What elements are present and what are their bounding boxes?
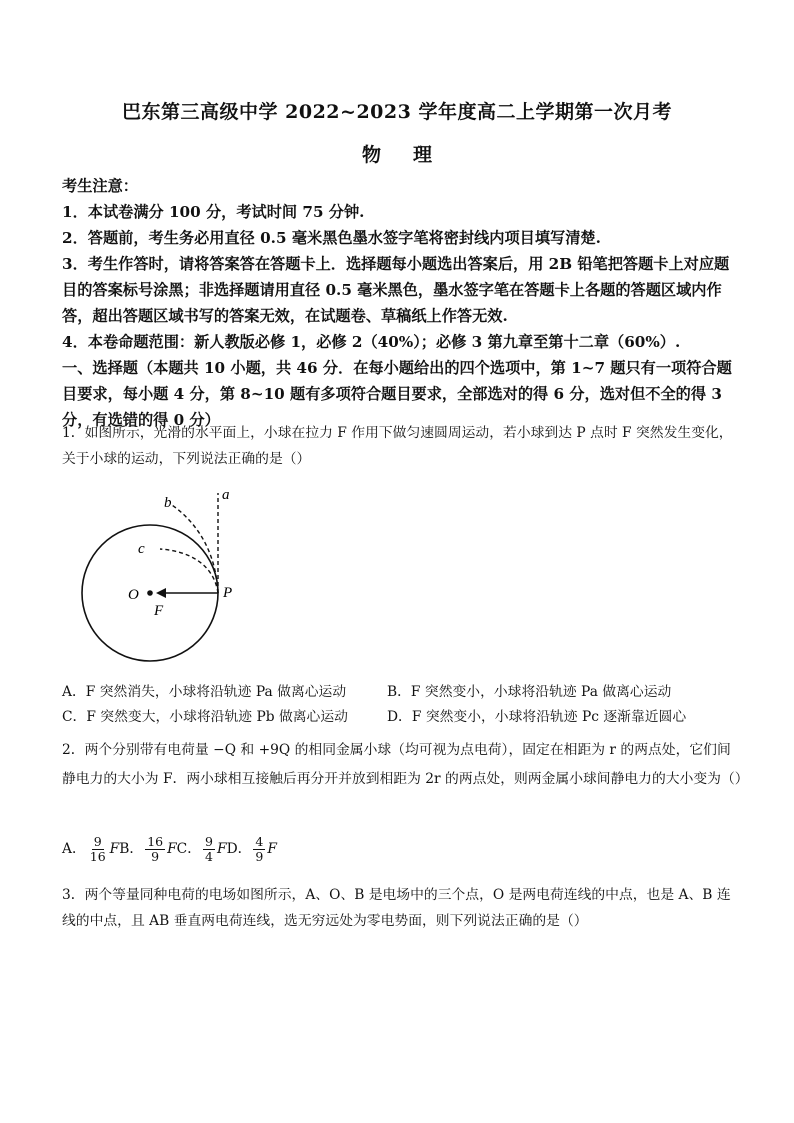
exam-notes bbox=[62, 173, 742, 433]
subject-title bbox=[0, 140, 794, 167]
option-prefix: A． bbox=[62, 841, 86, 857]
denominator: 9 bbox=[151, 849, 160, 864]
notes-heading: 考生注意： bbox=[62, 177, 138, 195]
label-c: c bbox=[138, 541, 145, 557]
exam-title: 巴东第三高级中学 2022~2023 学年度高二上学期第一次月考 bbox=[122, 101, 672, 123]
label-b: b bbox=[164, 495, 172, 511]
note-item: 3．考生作答时，请将答案答在答题卡上．选择题每小题选出答案后，用 2B 铅笔把答题卡上对应题目的答案标号涂黑；非选择题请用直径 0.5 毫米黑色，墨水签字笔在答题卡上各题的答题区域内作答，超出答题区域书写的答案无效，在试题卷、草稿纸上作答无效. bbox=[62, 255, 730, 325]
question-1-stem bbox=[62, 420, 742, 472]
numerator: 16 bbox=[147, 834, 164, 849]
question-3-stem bbox=[62, 882, 742, 934]
variable: F bbox=[216, 841, 227, 857]
q1-option-b[interactable]: B．F 突然变小，小球将沿轨迹 Pa 做离心运动 bbox=[387, 684, 672, 700]
denominator: 9 bbox=[255, 849, 264, 864]
trajectory-b bbox=[172, 505, 218, 593]
subject-char-1: 物 bbox=[361, 144, 381, 166]
q2-options bbox=[62, 830, 742, 868]
fraction bbox=[145, 835, 165, 864]
q2-option-c[interactable] bbox=[176, 834, 227, 864]
variable: F bbox=[167, 841, 177, 857]
note-item: 1．本试卷满分 100 分，考试时间 75 分钟. bbox=[62, 203, 365, 221]
q1-option-a[interactable]: A．F 突然消失，小球将沿轨迹 Pa 做离心运动 bbox=[62, 684, 347, 700]
denominator: 16 bbox=[89, 849, 106, 864]
fraction bbox=[88, 835, 108, 864]
question-text: 3．两个等量同种电荷的电场如图所示，A、O、B 是电场中的三个点，O 是两电荷连线的中点，也是 A、B 连线的中点，且 AB 垂直两电荷连线，选无穷远处为零电势面，则下列说法正确的是（） bbox=[62, 887, 731, 929]
option-prefix: B． bbox=[119, 841, 144, 857]
label-P: P bbox=[223, 585, 233, 601]
q1-option-c[interactable]: C．F 突然变大，小球将沿轨迹 Pb 做离心运动 bbox=[62, 709, 348, 725]
variable: F bbox=[267, 841, 277, 857]
fraction bbox=[203, 835, 215, 864]
section-heading: 一、选择题（本题共 10 小题，共 46 分．在每小题给出的四个选项中，第 1~7 题只有一项符合题目要求，每小题 4 分，第 8~10 题有多项符合题目要求，全部选对的得 6 分，选对但不全的得 3 分，有选错的得 0 分） bbox=[62, 359, 732, 429]
numerator: 9 bbox=[205, 834, 213, 849]
q1-options-row-1 bbox=[62, 680, 742, 704]
q1-options-row-2 bbox=[62, 705, 742, 729]
variable: F bbox=[109, 841, 120, 857]
trajectory-c bbox=[160, 549, 218, 593]
question-text: 2．两个分别带有电荷量 −Q 和 +9Q 的相同金属小球（均可视为点电荷），固定在相距为 r 的两点处，它们间静电力的大小为 F．两小球相互接触后再分开并放到相距为 2r 的两点处，则两金属小球间静电力的大小变为（） bbox=[62, 742, 749, 787]
note-item: 4．本卷命题范围：新人教版必修 1，必修 2（40%）；必修 3 第九章至第十二章（60%）. bbox=[62, 333, 681, 351]
circular-motion-figure bbox=[80, 485, 280, 665]
option-prefix: D． bbox=[226, 841, 252, 857]
q1-option-d[interactable]: D．F 突然变小，小球将沿轨迹 Pc 逐渐靠近圆心 bbox=[387, 709, 687, 725]
question-text: 1．如图所示，光滑的水平面上，小球在拉力 F 作用下做匀速圆周运动，若小球到达 P 点时 F 突然发生变化，关于小球的运动，下列说法正确的是（） bbox=[62, 425, 733, 467]
note-item: 2．答题前，考生务必用直径 0.5 毫米黑色墨水签字笔将密封线内项目填写清楚. bbox=[62, 229, 601, 247]
fraction bbox=[253, 835, 265, 864]
numerator: 4 bbox=[255, 834, 264, 849]
label-O: O bbox=[128, 587, 139, 603]
arrow-head bbox=[156, 588, 166, 598]
numerator: 9 bbox=[93, 834, 102, 849]
question-2-stem bbox=[62, 736, 749, 794]
label-F: F bbox=[154, 603, 164, 619]
denominator: 4 bbox=[205, 849, 213, 864]
subject-char-2: 理 bbox=[413, 144, 433, 166]
q2-option-a[interactable] bbox=[62, 834, 120, 864]
option-prefix: C． bbox=[176, 841, 202, 857]
center-dot bbox=[147, 590, 153, 596]
label-a: a bbox=[222, 487, 230, 503]
q2-option-b[interactable] bbox=[119, 834, 177, 864]
q2-option-d[interactable] bbox=[226, 834, 277, 864]
